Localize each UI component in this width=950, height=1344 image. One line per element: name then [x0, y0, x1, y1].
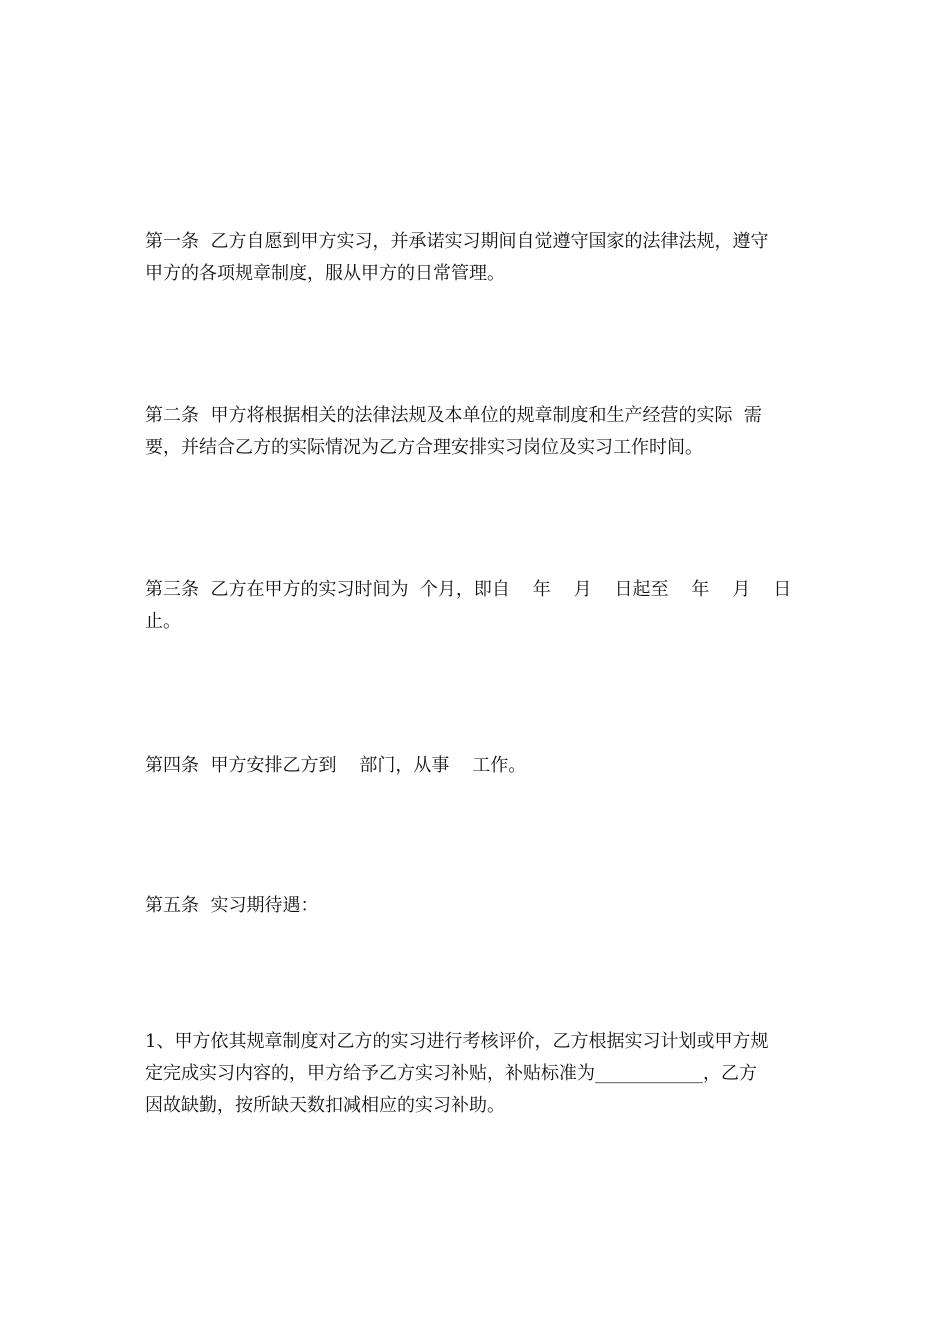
article-4-line-1: 第四条 甲方安排乙方到 部门，从事 工作。	[145, 755, 527, 776]
article-3	[145, 574, 810, 638]
article-2-line-1: 第二条 甲方将根据相关的法律法规及本单位的规章制度和生产经营的实际 需	[145, 405, 762, 426]
article-2	[145, 400, 810, 464]
article-1	[145, 226, 810, 290]
item-1-line-1: 1、甲方依其规章制度对乙方的实习进行考核评价，乙方根据实习计划或甲方规	[145, 1031, 769, 1052]
article-3-line-1: 第三条 乙方在甲方的实习时间为 个月，即自 年 月 日起至 年 月 日	[145, 579, 792, 600]
article-1-line-2: 甲方的各项规章制度，服从甲方的日常管理。	[145, 263, 505, 284]
article-4	[145, 750, 810, 782]
item-1-line-3: 因故缺勤，按所缺天数扣减相应的实习补助。	[145, 1095, 505, 1116]
item-1-line-2: 定完成实习内容的，甲方给予乙方实习补贴，补贴标准为____________，乙方	[145, 1063, 757, 1084]
article-5	[145, 890, 810, 922]
article-1-line-1: 第一条 乙方自愿到甲方实习，并承诺实习期间自觉遵守国家的法律法规，遵守	[145, 231, 769, 252]
article-2-line-2: 要，并结合乙方的实际情况为乙方合理安排实习岗位及实习工作时间。	[145, 437, 703, 458]
article-5-line-1: 第五条 实习期待遇：	[145, 895, 319, 916]
item-1	[145, 1026, 810, 1122]
article-3-line-2: 止。	[145, 611, 181, 632]
